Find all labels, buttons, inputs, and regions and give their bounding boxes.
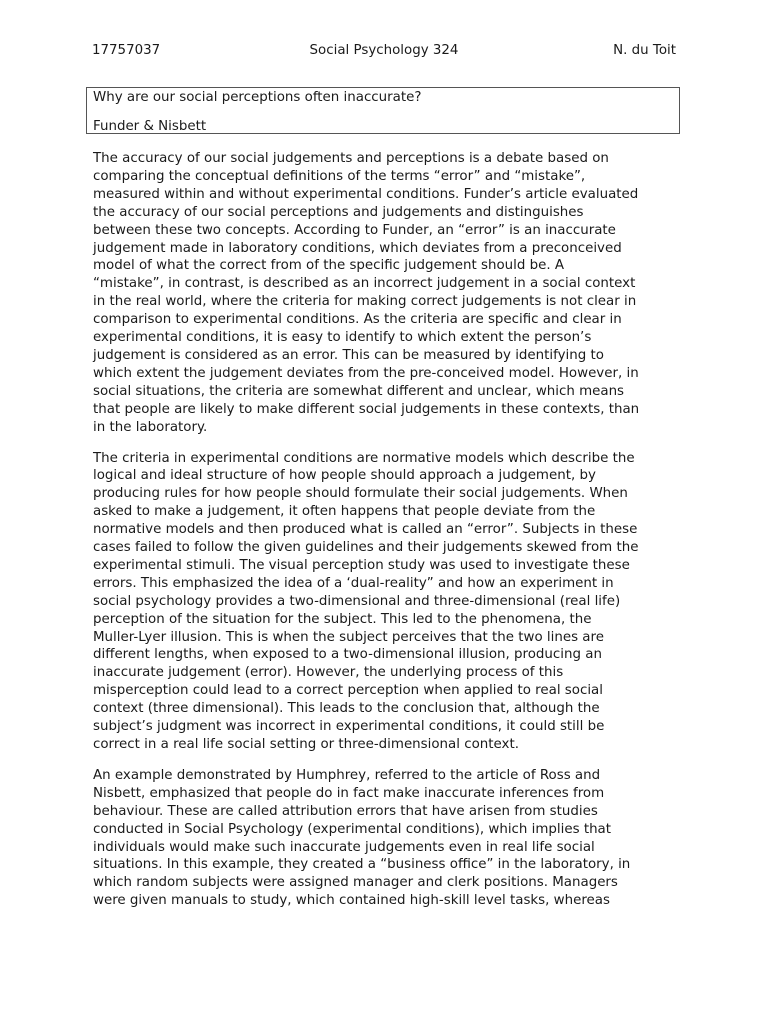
title-box (86, 87, 680, 134)
essay-question: Why are our social perceptions often inaccurate? (93, 90, 422, 105)
paragraph (93, 150, 677, 437)
text-line: that people are likely to make different social judgements in these contexts, than (93, 401, 640, 417)
text-line: subject’s judgment was incorrect in experimental conditions, it could still be (93, 719, 605, 735)
text-line: inaccurate judgement (error). However, the underlying process of this (93, 665, 564, 681)
course-title: Social Psychology 324 (309, 43, 459, 58)
text-line: The accuracy of our social judgements and perceptions is a debate based on (93, 151, 609, 166)
text-line: cases failed to follow the given guidelines and their judgements skewed from the (93, 540, 639, 556)
text-line: comparing the conceptual definitions of the terms “error” and “mistake”, (93, 168, 586, 184)
text-line: conducted in Social Psychology (experimental conditions), which implies that (93, 821, 612, 837)
text-line: The criteria in experimental conditions are normative models which describe the (93, 450, 635, 466)
text-line: behaviour. These are called attribution errors that have arisen from studies (93, 803, 598, 819)
text-line: model of what the correct from of the specific judgement should be. A (93, 258, 565, 274)
text-line: in the laboratory. (93, 419, 208, 435)
text-line: social psychology provides a two-dimensional and three-dimensional (real life) (93, 593, 621, 609)
text-line: were given manuals to study, which contained high-skill level tasks, whereas (93, 893, 610, 909)
page-header (92, 41, 676, 61)
text-line: An example demonstrated by Humphrey, referred to the article of Ross and (93, 767, 601, 783)
text-line: producing rules for how people should formulate their social judgements. When (93, 486, 628, 502)
text-line: Muller-Lyer illusion. This is when the subject perceives that the two lines are (93, 629, 604, 645)
text-line: experimental stimuli. The visual perception study was used to investigate these (93, 557, 630, 573)
text-line: context (three dimensional). This leads to the conclusion that, although the (93, 701, 600, 717)
text-line: judgement is considered as an error. This can be measured by identifying to (93, 347, 604, 363)
text-line: perception of the situation for the subject. This led to the phenomena, the (93, 611, 592, 627)
text-line: situations. In this example, they created a “business office” in the laboratory, in (93, 857, 631, 873)
text-line: different lengths, when exposed to a two-dimensional illusion, producing an (93, 647, 602, 663)
essay-body (93, 150, 677, 923)
text-line: the accuracy of our social perceptions and judgements and distinguishes (93, 204, 584, 220)
text-line: judgement made in laboratory conditions, which deviates from a preconceived (93, 240, 622, 256)
text-line: Nisbett, emphasized that people do in fact make inaccurate inferences from (93, 785, 605, 801)
text-line: experimental conditions, it is easy to identify to which extent the person’s (93, 330, 592, 346)
text-line: logical and ideal structure of how people should approach a judgement, by (93, 468, 596, 484)
paragraph (93, 767, 677, 910)
text-line: measured within and without experimental conditions. Funder’s article evaluated (93, 186, 639, 202)
text-line: in the real world, where the criteria for making correct judgements is not clear in (93, 294, 637, 310)
text-line: individuals would make such inaccurate judgements even in real life social (93, 839, 595, 855)
text-line: misperception could lead to a correct perception when applied to real social (93, 683, 603, 699)
text-line: correct in a real life social setting or three-dimensional context. (93, 737, 519, 752)
text-line: between these two concepts. According to Funder, an “error” is an inaccurate (93, 222, 616, 238)
text-line: comparison to experimental conditions. As the criteria are specific and clear in (93, 312, 622, 328)
essay-authors: Funder & Nisbett (93, 119, 207, 134)
text-line: which extent the judgement deviates from the pre-conceived model. However, in (93, 365, 639, 381)
author-name: N. du Toit (613, 43, 676, 58)
text-line: which random subjects were assigned manager and clerk positions. Managers (93, 875, 618, 891)
text-line: errors. This emphasized the idea of a ‘dual-reality” and how an experiment in (93, 575, 614, 591)
text-line: “mistake”, in contrast, is described as an incorrect judgement in a social context (93, 276, 636, 292)
student-number: 17757037 (92, 43, 161, 58)
text-line: normative models and then produced what is called an “error”. Subjects in these (93, 522, 638, 538)
text-line: social situations, the criteria are somewhat different and unclear, which means (93, 383, 625, 399)
text-line: asked to make a judgement, it often happens that people deviate from the (93, 504, 596, 520)
paragraph (93, 450, 677, 754)
